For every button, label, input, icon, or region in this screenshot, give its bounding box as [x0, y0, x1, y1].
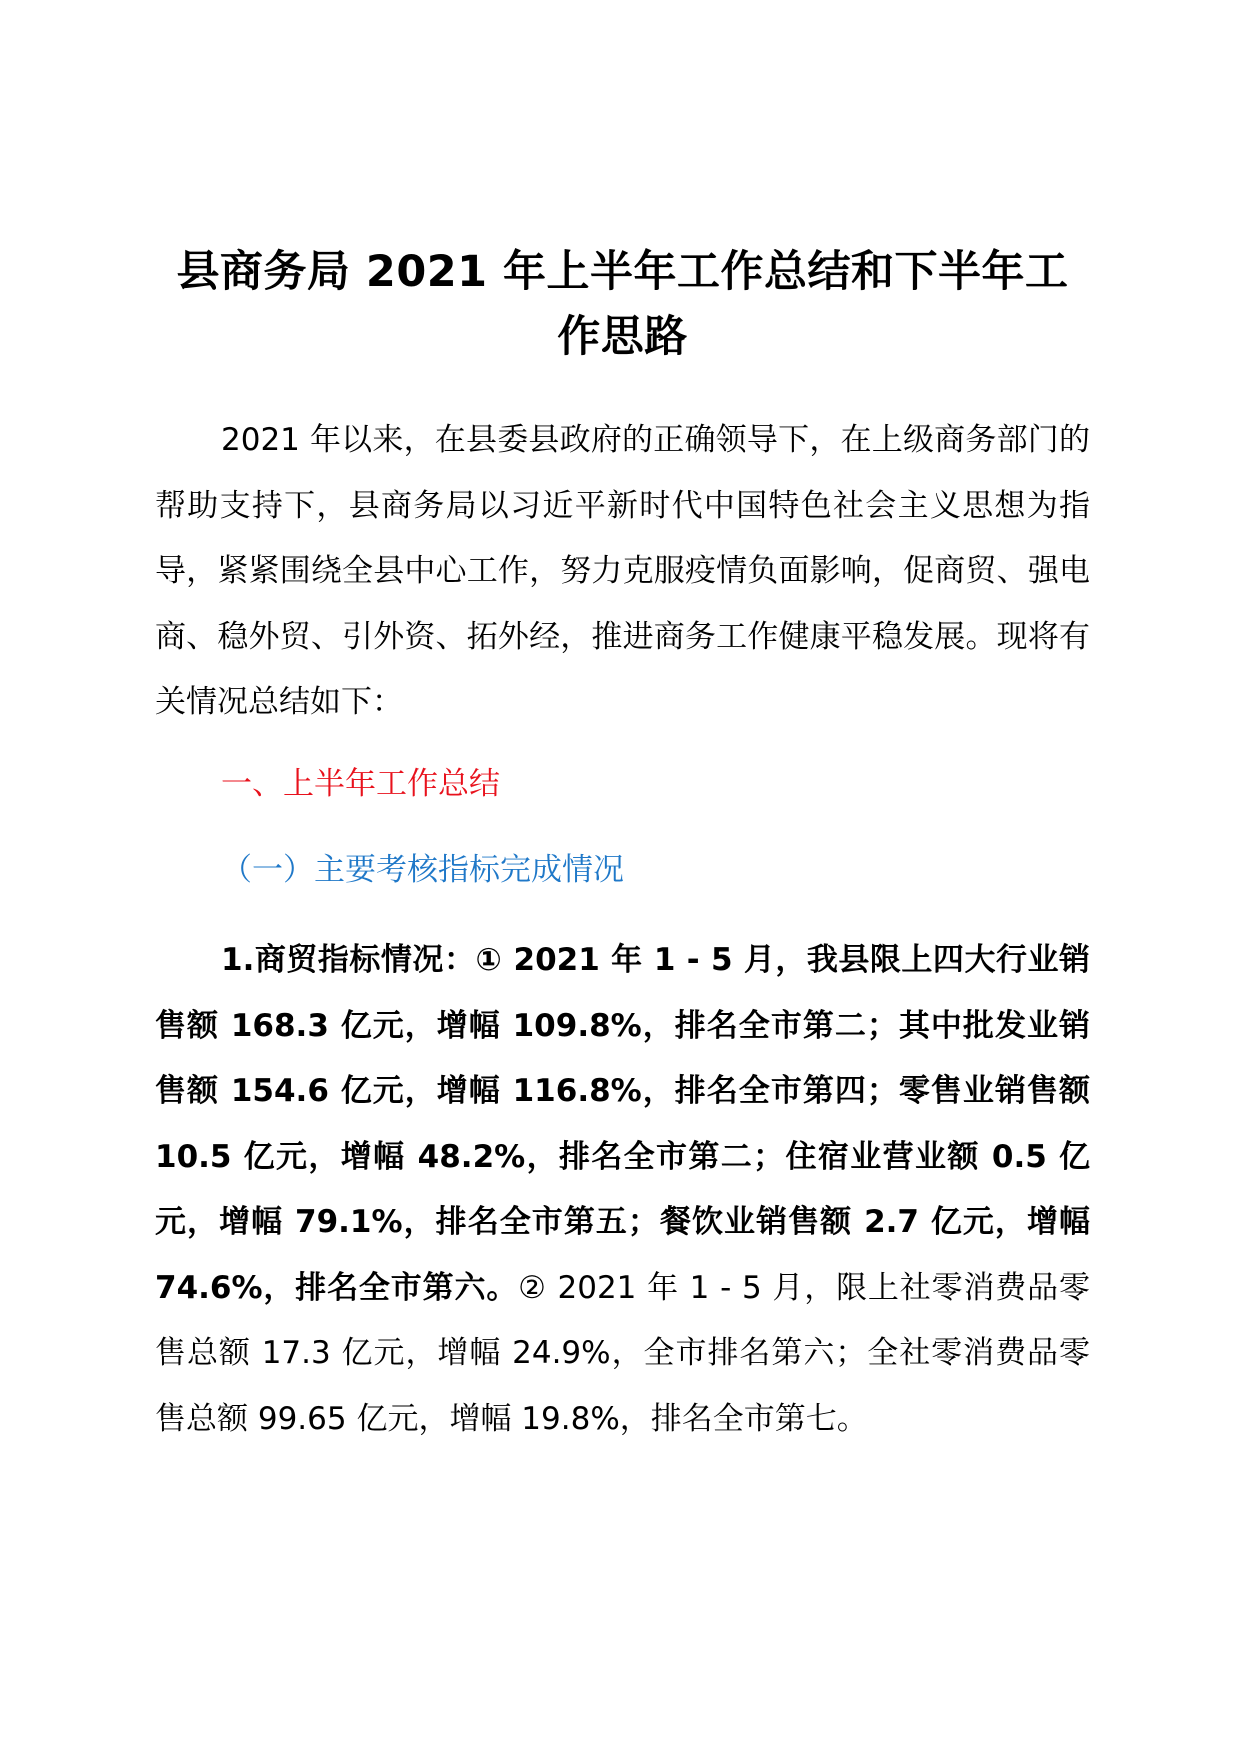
commerce-indicators-paragraph — [155, 928, 1090, 1452]
document-title: 县商务局 2021 年上半年工作总结和下半年工作思路 — [176, 247, 1069, 362]
intro-paragraph: 2021 年以来，在县委县政府的正确领导下，在上级商务部门的帮助支持下，县商务局以习近平新时代中国特色社会主义思想为指导，紧紧围绕全县中心工作，努力克服疫情负面影响，促商贸、强电商、稳外贸、引外资、拓外经，推进商务工作健康平稳发展。现将有关情况总结如下： — [155, 422, 1090, 720]
commerce-indicators-bold-text: 1.商贸指标情况：① 2021 年 1 - 5 月，我县限上四大行业销售额 168.3 亿元，增幅 109.8%，排名全市第二；其中批发业销售额 154.6 亿元，增幅 116.8%，排名全市第四；零售业销售额 10.5 亿元，增幅 48.2%，排名全市第二；住宿业营业额 0.5 亿元，增幅 79.1%，排名全市第五；餐饮业销售额 2.7 亿元，增幅 74.6%，排名全市第六。 — [155, 942, 1090, 1306]
subsection-heading: （一）主要考核指标完成情况 — [221, 852, 624, 888]
commerce-indicators-normal-text: ② 2021 年 1 - 5 月，限上社零消费品零售总额 17.3 亿元，增幅 24.9%，全市排名第六；全社零消费品零售总额 99.65 亿元，增幅 19.8%，排名全市第七。 — [155, 1269, 1090, 1437]
section-heading: 一、上半年工作总结 — [221, 766, 500, 802]
